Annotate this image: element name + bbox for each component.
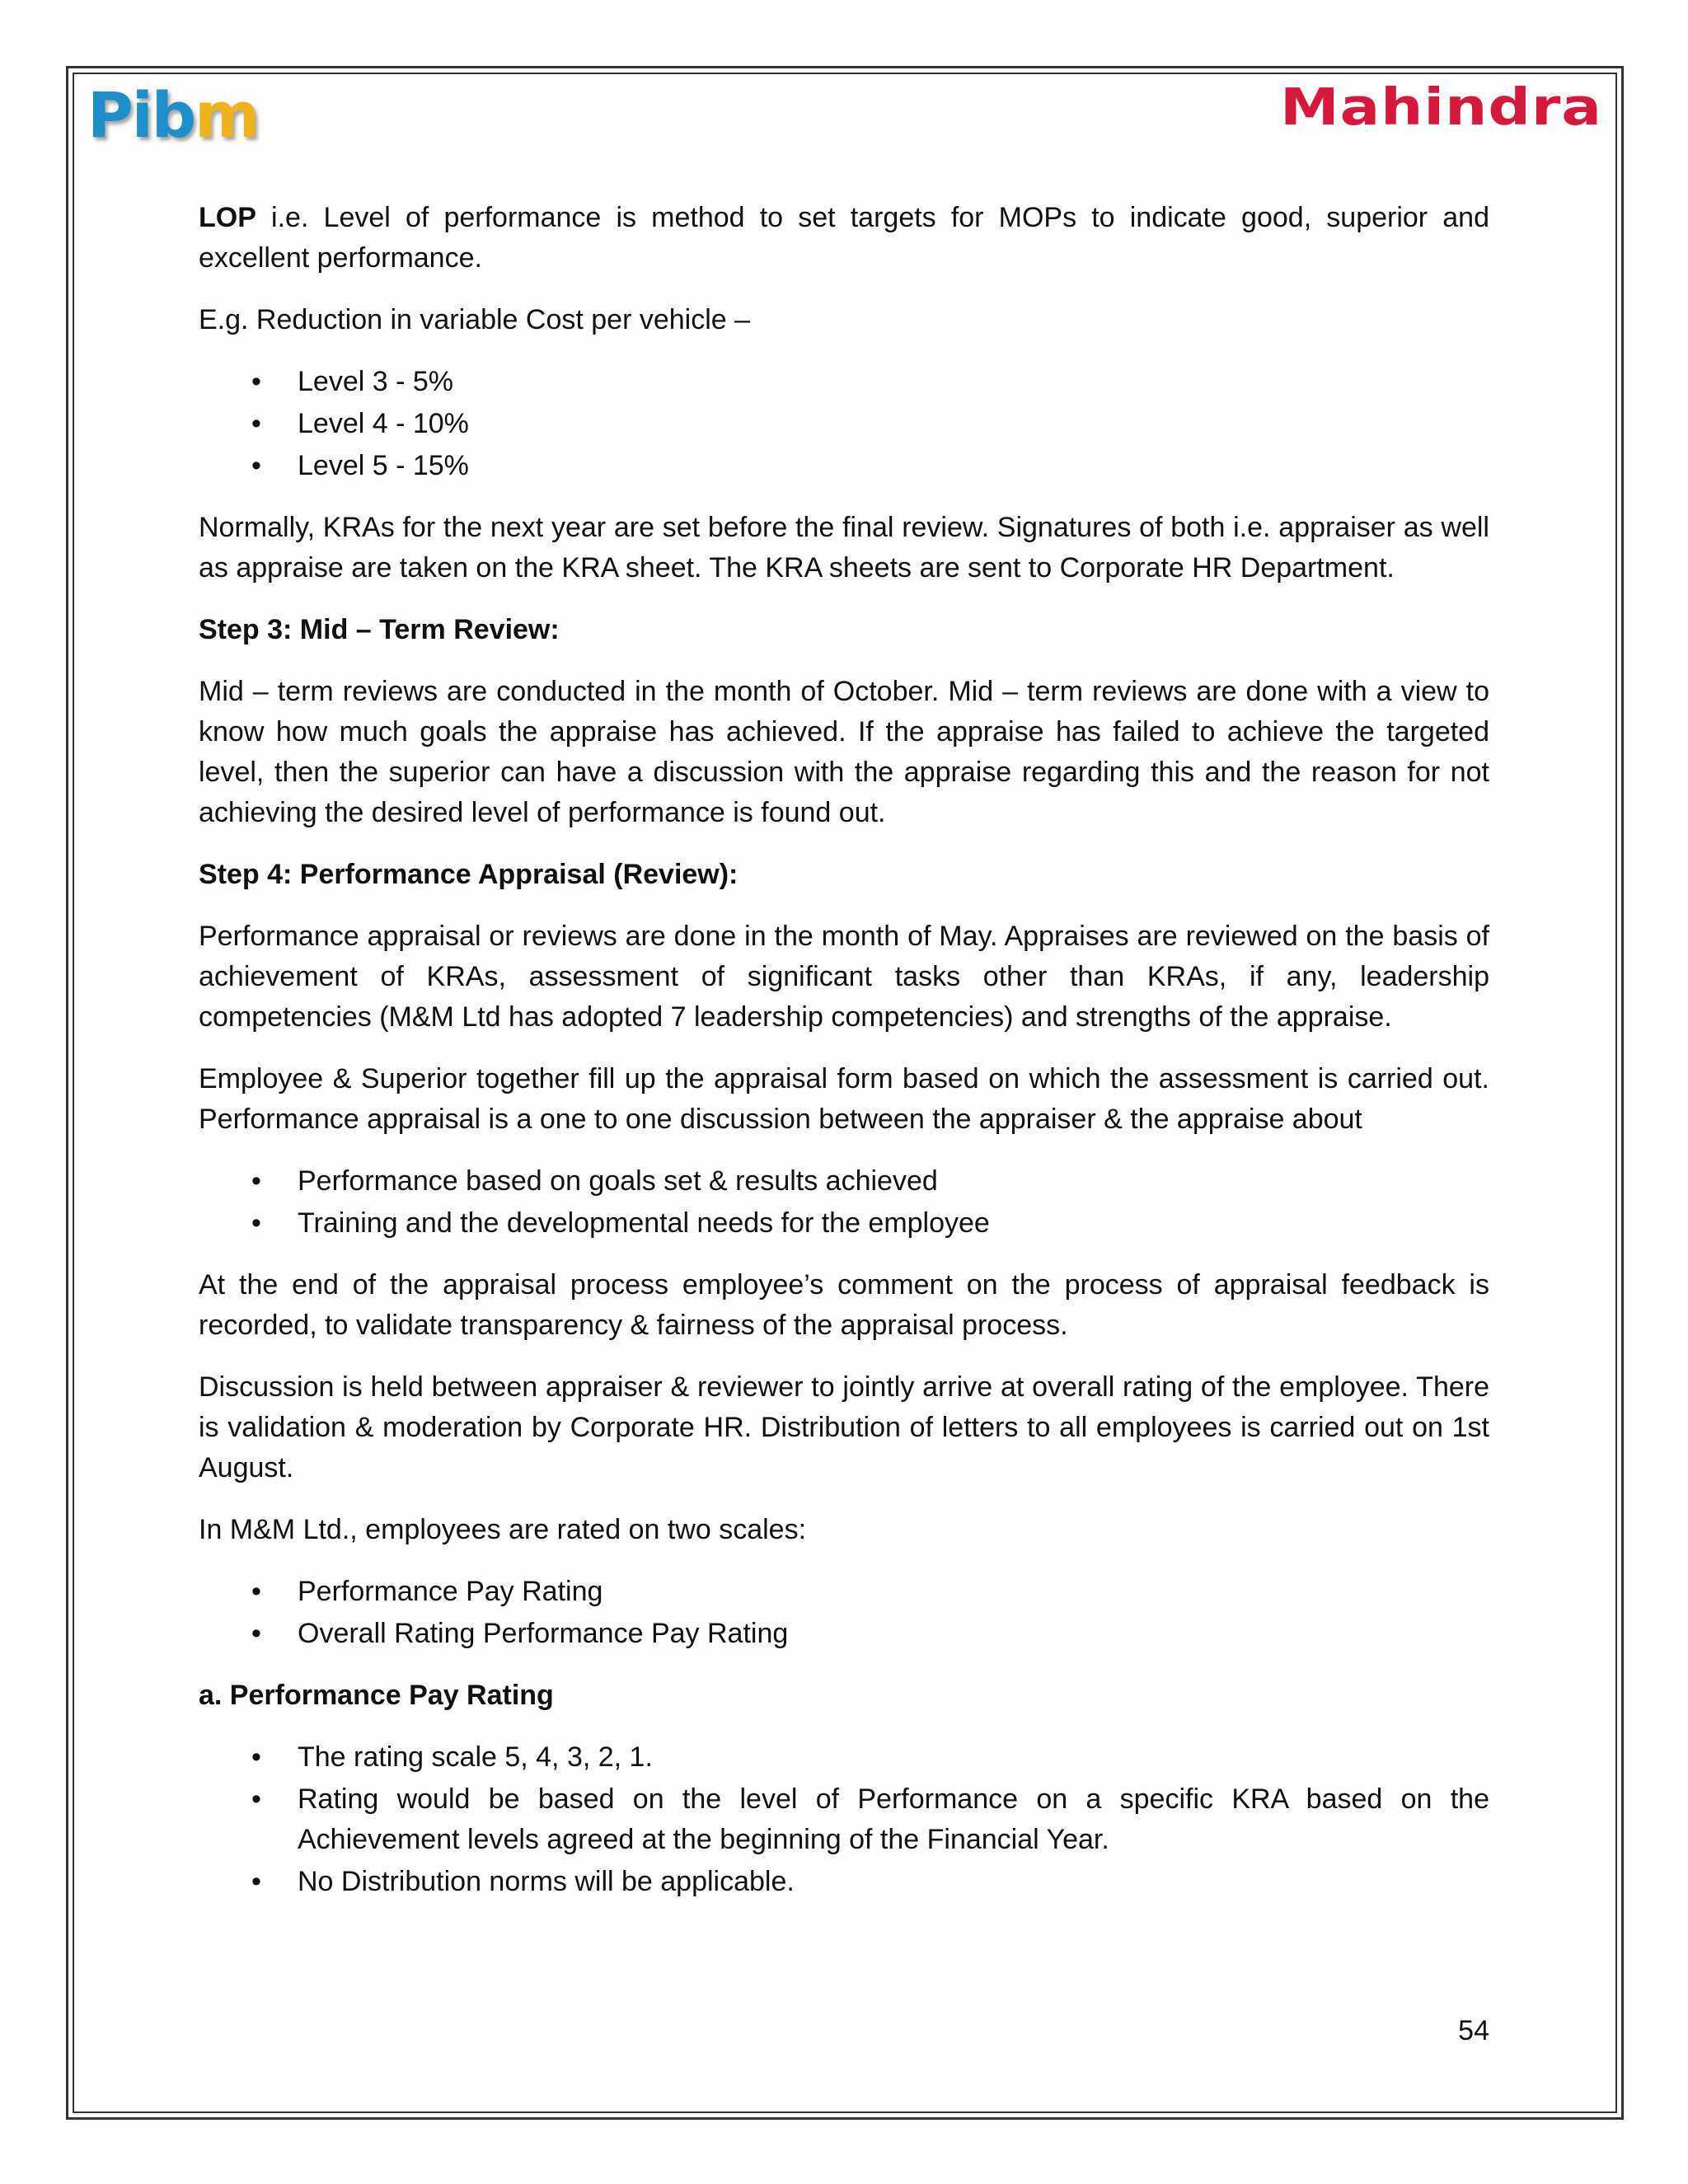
bullet-icon: •	[251, 450, 261, 481]
list-item: • No Distribution norms will be applicable.	[199, 1862, 1489, 1902]
list-item: • The rating scale 5, 4, 3, 2, 1.	[199, 1737, 1489, 1778]
discussion-list	[199, 1161, 1489, 1244]
kra-paragraph: Normally, KRAs for the next year are set before the final review. Signatures of both i.e. appraiser as well as appraise are taken on the KRA sheet. The KRA sheets are sent to Corporate HR Department.	[199, 512, 1489, 583]
bullet-icon: •	[251, 1866, 261, 1897]
bullet-icon: •	[251, 1165, 261, 1197]
lop-term: LOP	[199, 202, 256, 233]
bullet-icon: •	[251, 1783, 261, 1815]
pibm-logo: Pibm	[87, 78, 259, 152]
step4-paragraph-1: Performance appraisal or reviews are done in the month of May. Appraises are reviewed on the basis of achievement of KRAs, assessment of significant tasks other than KRAs, if any, leadership competencies (M&M Ltd has adopted 7 leadership competencies) and strengths of the appraise.	[199, 921, 1489, 1033]
bullet-icon: •	[251, 1207, 261, 1239]
section-a-list	[199, 1737, 1489, 1902]
bullet-icon: •	[251, 1576, 261, 1607]
list-item: • Training and the developmental needs for the employee	[199, 1203, 1489, 1244]
step4-paragraph-4: Discussion is held between appraiser & reviewer to jointly arrive at overall rating of the employee. There is validation & moderation by Corporate HR. Distribution of letters to all employees is carried out on 1st August.	[199, 1371, 1489, 1483]
list-item: • Level 3 - 5%	[199, 362, 1489, 402]
section-a-heading: a. Performance Pay Rating	[199, 1680, 554, 1711]
example-line: E.g. Reduction in variable Cost per vehicle –	[199, 304, 751, 335]
list-item: • Performance based on goals set & results achieved	[199, 1161, 1489, 1202]
step4-paragraph-2: Employee & Superior together fill up the appraisal form based on which the assessment is carried out. Performance appraisal is a one to one discussion between the appraiser & the appraise about	[199, 1063, 1489, 1135]
bullet-icon: •	[251, 1618, 261, 1649]
list-item: • Performance Pay Rating	[199, 1572, 1489, 1612]
scales-list	[199, 1572, 1489, 1654]
bullet-icon: •	[251, 408, 261, 439]
bullet-icon: •	[251, 1741, 261, 1773]
page-number: 54	[1458, 2015, 1489, 2046]
list-item: • Overall Rating Performance Pay Rating	[199, 1614, 1489, 1654]
bullet-icon: •	[251, 366, 261, 397]
step3-paragraph: Mid – term reviews are conducted in the month of October. Mid – term reviews are done with a view to know how much goals the appraise has achieved. If the appraise has failed to achieve the targeted level, then the superior can have a discussion with the appraise regarding this and the reason for not achieving the desired level of performance is found out.	[199, 676, 1489, 828]
list-item: • Rating would be based on the level of Performance on a specific KRA based on the Achievement levels agreed at the beginning of the Financial Year.	[199, 1779, 1489, 1860]
scales-intro: In M&M Ltd., employees are rated on two scales:	[199, 1514, 807, 1545]
lop-paragraph: LOP i.e. Level of performance is method to set targets for MOPs to indicate good, superior and excellent performance.	[199, 202, 1489, 274]
list-item: • Level 5 - 15%	[199, 446, 1489, 486]
step4-heading: Step 4: Performance Appraisal (Review):	[199, 859, 738, 890]
step4-paragraph-3: At the end of the appraisal process employee’s comment on the process of appraisal feedback is recorded, to validate transparency & fairness of the appraisal process.	[199, 1269, 1489, 1341]
document-body	[199, 198, 1489, 1924]
step3-heading: Step 3: Mid – Term Review:	[199, 614, 560, 645]
mahindra-logo: Mahindra	[1279, 77, 1602, 137]
list-item: • Level 4 - 10%	[199, 404, 1489, 444]
levels-list	[199, 362, 1489, 486]
